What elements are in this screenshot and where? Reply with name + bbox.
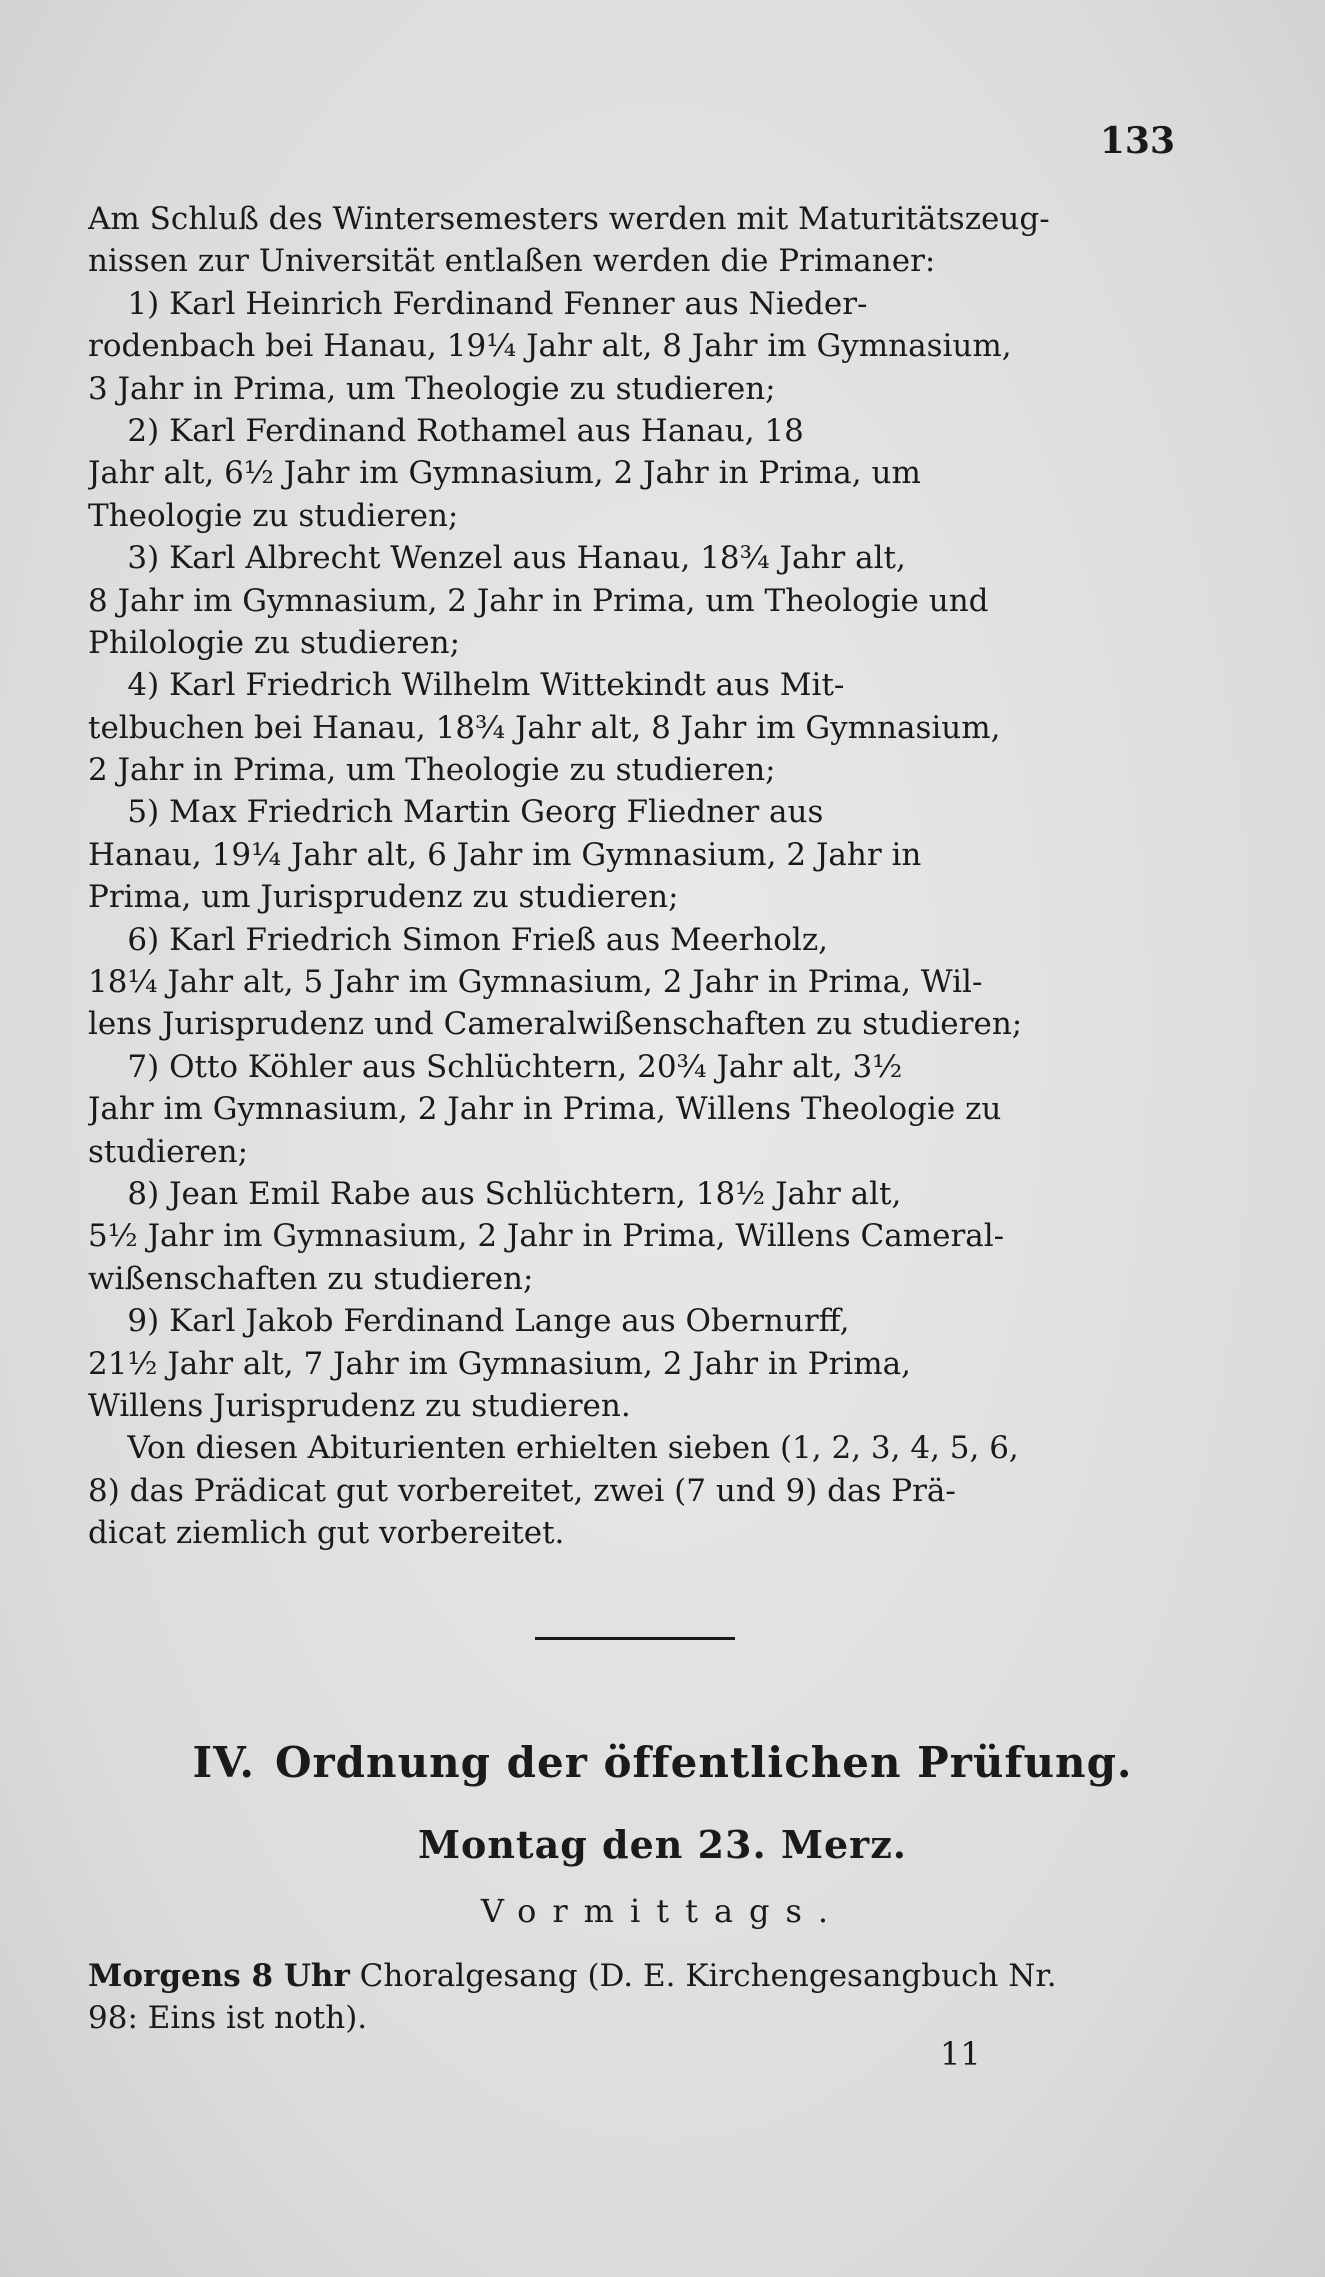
text-line: 5) Max Friedrich Martin Georg Fliedner aus [88, 794, 824, 831]
text-line: 8 Jahr im Gymnasium, 2 Jahr in Prima, um Theologie und [88, 582, 989, 619]
body-text [88, 198, 1188, 1555]
text-line: Am Schluß des Wintersemesters werden mit Maturitätszeug- [88, 201, 1050, 237]
text-line: Jahr im Gymnasium, 2 Jahr in Prima, Willens Theologie zu [88, 1091, 1002, 1128]
text-line: 7) Otto Köhler aus Schlüchtern, 20¾ Jahr alt, 3½ [88, 1048, 903, 1085]
text-line: Prima, um Jurisprudenz zu studieren; [88, 879, 679, 916]
text-line: 21½ Jahr alt, 7 Jahr im Gymnasium, 2 Jahr in Prima, [88, 1345, 911, 1382]
text-line: dicat ziemlich gut vorbereitet. [88, 1515, 565, 1552]
text-line: Theologie zu studieren; [88, 497, 459, 534]
text-line: 8) das Prädicat gut vorbereitet, zwei (7 und 9) das Prä- [88, 1472, 956, 1509]
text-line: studieren; [88, 1133, 249, 1170]
text-line: 8) Jean Emil Rabe aus Schlüchtern, 18½ Jahr alt, [88, 1175, 902, 1212]
text-line: 18¼ Jahr alt, 5 Jahr im Gymnasium, 2 Jahr in Prima, Wil- [88, 964, 983, 1001]
text-line: 2 Jahr in Prima, um Theologie zu studieren; [88, 752, 776, 789]
schedule-time-label: Morgens 8 Uhr [88, 1958, 350, 1994]
text-line: Hanau, 19¼ Jahr alt, 6 Jahr im Gymnasium, 2 Jahr in [88, 836, 922, 873]
text-line: telbuchen bei Hanau, 18¾ Jahr alt, 8 Jahr im Gymnasium, [88, 709, 1001, 746]
section-title: Ordnung der öffentlichen Prüfung. [274, 1738, 1133, 1787]
text-line: 1) Karl Heinrich Ferdinand Fenner aus Nieder- [88, 285, 868, 322]
text-line: 4) Karl Friedrich Wilhelm Wittekindt aus Mit- [88, 667, 845, 704]
schedule-text: Choralgesang (D. E. Kirchengesangbuch Nr. [349, 1958, 1057, 1994]
schedule-line [88, 1955, 1198, 1997]
page-number: 133 [1099, 120, 1175, 162]
text-line: 5½ Jahr im Gymnasium, 2 Jahr in Prima, Willens Cameral- [88, 1218, 1005, 1255]
section-numeral: IV. [192, 1738, 255, 1787]
text-line: 6) Karl Friedrich Simon Frieß aus Meerholz, [88, 921, 829, 958]
section-heading [0, 1738, 1325, 1787]
text-line: lens Jurisprudenz und Cameralwißenschaften zu studieren; [88, 1006, 1023, 1043]
text-line: wißenschaften zu studieren; [88, 1260, 534, 1297]
text-line: rodenbach bei Hanau, 19¼ Jahr alt, 8 Jahr im Gymnasium, [88, 328, 1012, 365]
signature-mark: 11 [940, 2035, 981, 2073]
section-divider [535, 1637, 735, 1640]
text-line: Jahr alt, 6½ Jahr im Gymnasium, 2 Jahr in Prima, um [88, 455, 921, 492]
text-line: Von diesen Abiturienten erhielten sieben (1, 2, 3, 4, 5, 6, [88, 1430, 1019, 1467]
text-line: Willens Jurisprudenz zu studieren. [88, 1387, 631, 1424]
text-line: nissen zur Universität entlaßen werden die Primaner: [88, 243, 936, 280]
text-line: 3 Jahr in Prima, um Theologie zu studieren; [88, 370, 776, 407]
text-line: 9) Karl Jakob Ferdinand Lange aus Obernurff, [88, 1303, 850, 1340]
text-line: Philologie zu studieren; [88, 624, 461, 661]
text-line: 2) Karl Ferdinand Rothamel aus Hanau, 18 [88, 412, 804, 449]
time-heading: Vormittags. [480, 1892, 845, 1930]
schedule-line: 98: Eins ist noth). [88, 2000, 368, 2037]
day-heading: Montag den 23. Merz. [417, 1822, 908, 1867]
text-line: 3) Karl Albrecht Wenzel aus Hanau, 18¾ Jahr alt, [88, 540, 906, 577]
schedule-entry [88, 1955, 1198, 2040]
